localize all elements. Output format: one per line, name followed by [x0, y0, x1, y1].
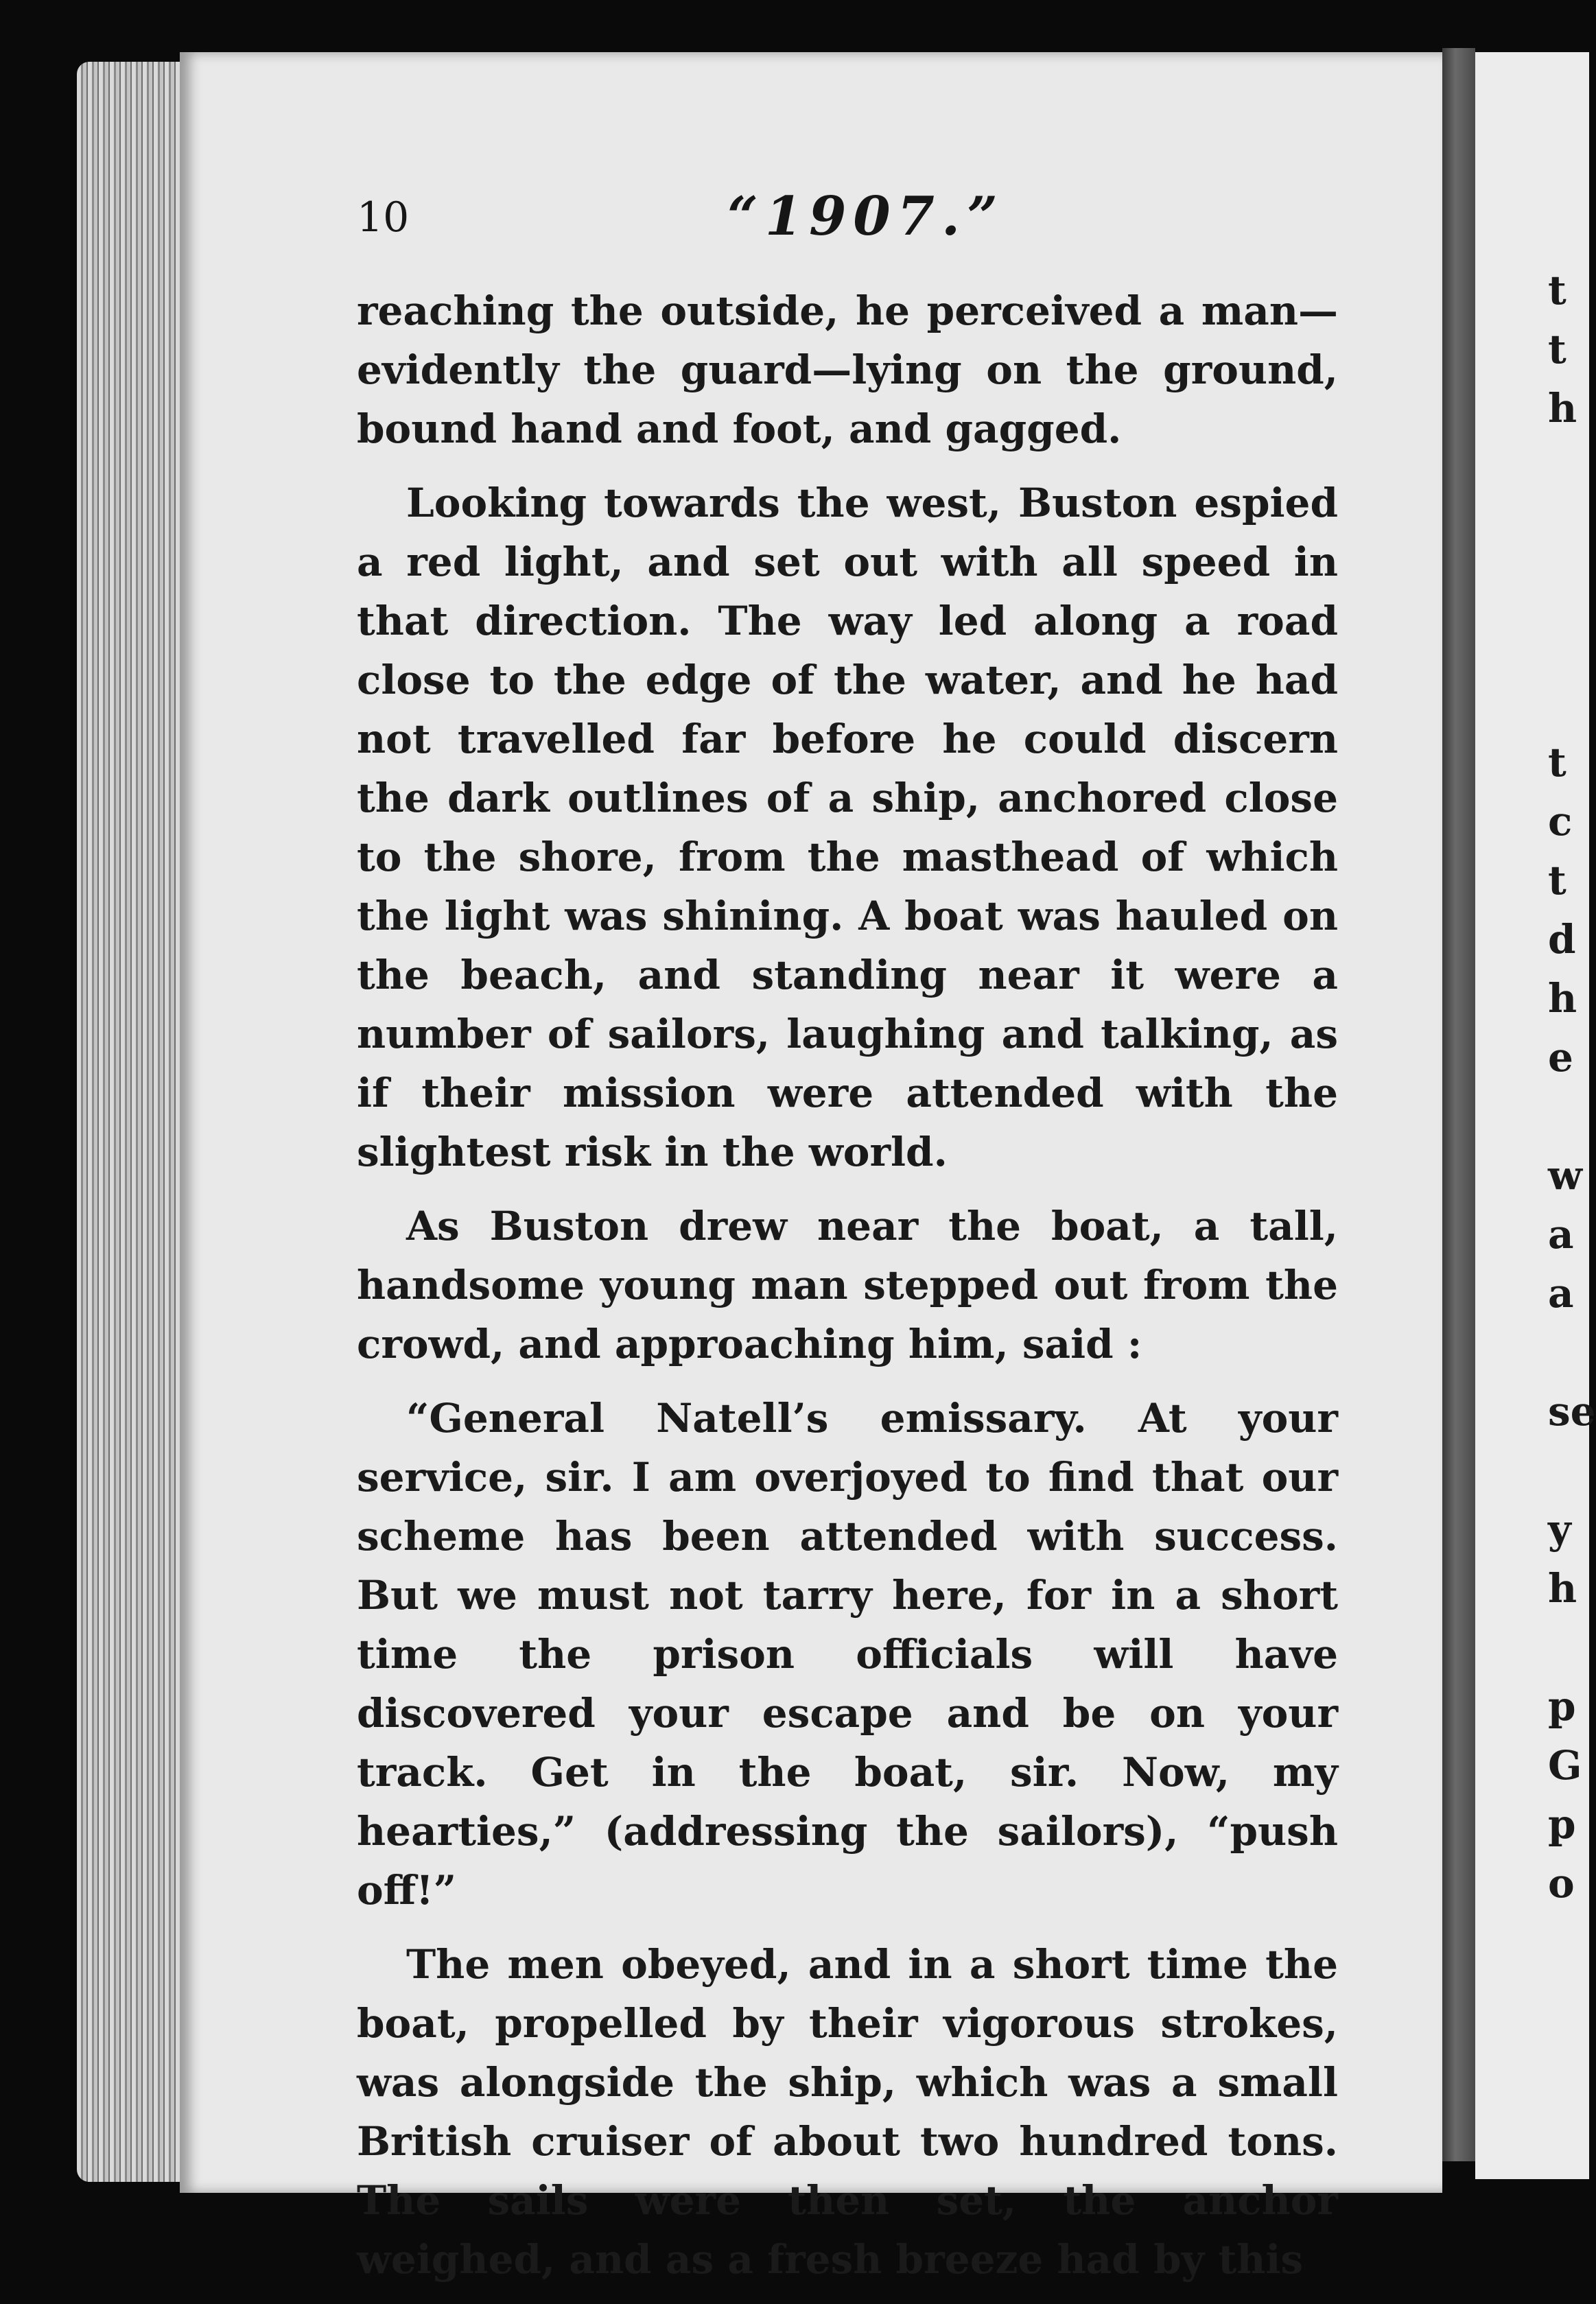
facing-page-fragment: [1548, 1323, 1589, 1382]
facing-page-fragment: e: [1548, 1034, 1573, 1081]
facing-page-fragment: [1548, 615, 1589, 674]
body-text: [357, 281, 1338, 2304]
facing-page-fragment: h: [1548, 385, 1577, 432]
facing-page-fragment: t: [1548, 326, 1566, 373]
facing-page-fragment: a: [1548, 1270, 1574, 1317]
facing-page-fragment: t: [1548, 267, 1566, 314]
facing-page-fragment: [1548, 1087, 1589, 1146]
paragraph-3: As Buston drew near the boat, a tall, handsome young man stepped out from the crowd, and approaching him, said :: [357, 1203, 1338, 1367]
facing-page-fragment: [1548, 1618, 1589, 1677]
facing-page-fragment: t: [1548, 739, 1566, 786]
facing-page-fragment: G: [1548, 1742, 1582, 1789]
facing-page-fragment: h: [1548, 975, 1577, 1022]
facing-page-fragment: [1548, 438, 1589, 497]
paragraph-5: The men obeyed, and in a short time the boat, propelled by their vigorous strokes, was alongside the ship, which was a small British cruiser of about two hundred tons. The sails were then set, the anchor weighed, and as a fresh breeze had by this: [357, 1941, 1338, 2283]
facing-page-fragment: [1548, 674, 1589, 733]
paragraph-2: Looking towards the west, Buston espied a red light, and set out with all speed in that direction. The way led along a road close to the edge of the water, and he had not travelled far before he could discern the dark outlines of a ship, anchored close to the shore, from the masthead of which the light was shining. A boat was hauled on the beach, and standing near it were a number of sailors, laughing and talking, as if their mission were attended with the slightest risk in the world.: [357, 480, 1338, 1175]
paragraph-4: “General Natell’s emissary. At your service, sir. I am overjoyed to find that our scheme has been attended with success. But we must not tarry here, for in a short time the prison officials will have discovered your escape and be on your track. Get in the boat, sir. Now, my hearties,” (addressing the sailors), “push off!”: [357, 1395, 1338, 1914]
facing-page-fragment: c: [1548, 798, 1573, 845]
facing-page-fragment: t: [1548, 857, 1566, 904]
page-edges: [77, 62, 193, 2182]
facing-page-fragment: a: [1548, 1211, 1574, 1258]
page-number: 10: [357, 193, 410, 242]
facing-page-fragment: [1548, 497, 1589, 556]
facing-page-fragment: [1548, 1441, 1589, 1500]
book-gutter: [1442, 48, 1475, 2161]
running-head: [357, 185, 1338, 261]
facing-page-fragment: se: [1548, 1388, 1596, 1435]
facing-page-fragment: [1548, 556, 1589, 615]
facing-page-fragment: o: [1548, 1860, 1575, 1907]
facing-page-fragment: y: [1548, 1506, 1571, 1553]
facing-page-text: [1548, 261, 1596, 1913]
running-title: “1907.”: [727, 185, 1005, 248]
facing-page-fragment: p: [1548, 1801, 1576, 1848]
paragraph-1: reaching the outside, he perceived a man—evidently the guard—lying on the ground, bound hand and foot, and gagged.: [357, 287, 1338, 452]
facing-page-fragment: p: [1548, 1683, 1576, 1730]
facing-page-fragment: w: [1548, 1152, 1582, 1199]
facing-page-fragment: h: [1548, 1565, 1577, 1612]
facing-page-fragment: d: [1548, 916, 1576, 963]
